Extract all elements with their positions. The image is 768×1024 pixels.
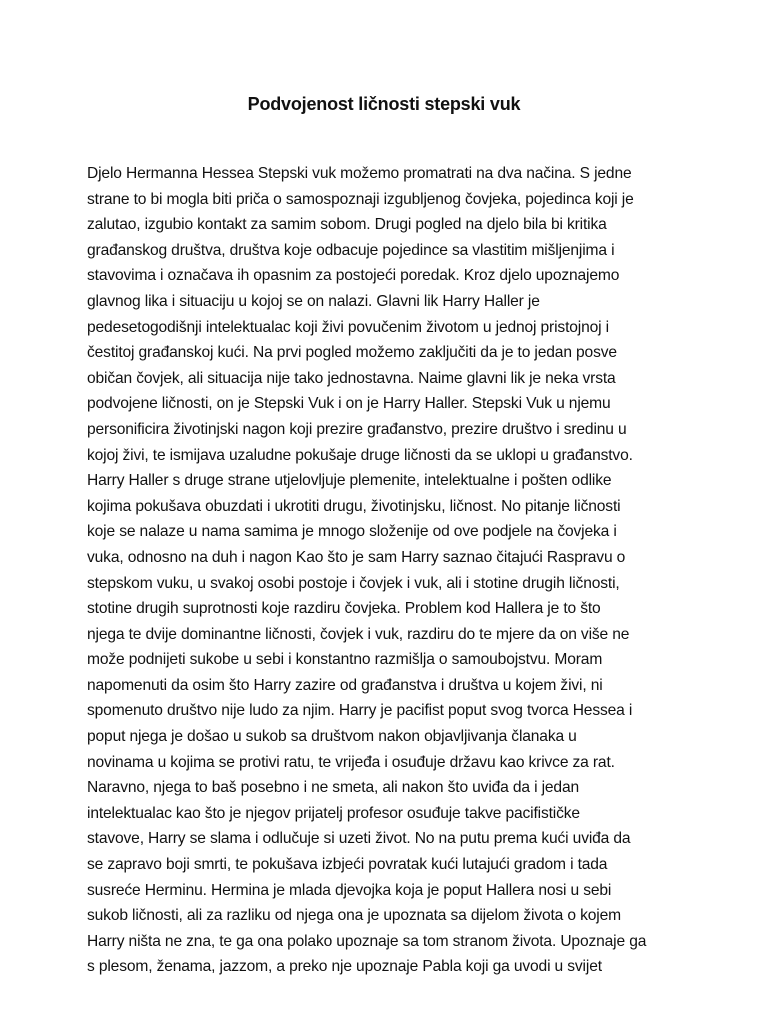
document-body: [87, 161, 687, 980]
body-line: podvojene ličnosti, on je Stepski Vuk i on je Harry Haller. Stepski Vuk u njemu: [87, 395, 611, 413]
body-line: Harry Haller s druge strane utjelovljuje plemenite, intelektualne i pošten odlike: [87, 472, 612, 490]
body-line: novinama u kojima se protivi ratu, te vrijeđa i osuđuje državu kao krivce za rat.: [87, 753, 615, 771]
body-line: vuka, odnosno na duh i nagon Kao što je sam Harry saznao čitajući Raspravu o: [87, 548, 626, 566]
body-line: stavove, Harry se slama i odlučuje si uzeti život. No na putu prema kući uviđa da: [87, 830, 631, 848]
body-line: njega te dvije dominantne ličnosti, čovjek i vuk, razdiru do te mjere da on više ne: [87, 625, 630, 643]
body-line: spomenuto društvo nije ludo za njim. Harry je pacifist poput svog tvorca Hessea i: [87, 702, 633, 720]
body-line: kojima pokušava obuzdati i ukrotiti drugu, životinjsku, ličnost. No pitanje ličnosti: [87, 497, 621, 515]
body-line: stepskom vuku, u svakoj osobi postoje i čovjek i vuk, ali i stotine drugih ličnosti,: [87, 574, 620, 592]
body-line: koje se nalaze u nama samima je mnogo složenije od ove podjele na čovjeka i: [87, 523, 617, 541]
body-line: stavovima i označava ih opasnim za postojeći poredak. Kroz djelo upoznajemo: [87, 267, 620, 285]
body-line: Naravno, njega to baš posebno i ne smeta, ali nakon što uviđa da i jedan: [87, 779, 579, 797]
body-line: običan čovjek, ali situacija nije tako jednostavna. Naime glavni lik je neka vrsta: [87, 369, 616, 387]
body-line: susreće Herminu. Hermina je mlada djevojka koja je poput Hallera nosi u sebi: [87, 881, 612, 899]
body-line: stotine drugih suprotnosti koje razdiru čovjeka. Problem kod Hallera je to što: [87, 600, 601, 618]
body-line: glavnog lika i situaciju u kojoj se on nalazi. Glavni lik Harry Haller je: [87, 292, 540, 310]
body-line: kojoj živi, te ismijava uzaludne pokušaje druge ličnosti da se uklopi u građanstvo.: [87, 446, 633, 464]
body-line: intelektualac kao što je njegov prijatelj profesor osuđuje takve pacifističke: [87, 804, 580, 822]
body-line: napomenuti da osim što Harry zazire od građanstva i društva u kojem živi, ni: [87, 676, 603, 694]
body-line: s plesom, ženama, jazzom, a preko nje upoznaje Pabla koji ga uvodi u svijet: [87, 958, 602, 976]
body-line: pedesetogodišnji intelektualac koji živi povučenim životom u jednoj pristojnoj i: [87, 318, 609, 336]
body-line: može podnijeti sukobe u sebi i konstantno razmišlja o samoubojstvu. Moram: [87, 651, 603, 669]
document-title: Podvojenost ličnosti stepski vuk: [247, 94, 521, 114]
body-line: poput njega je došao u sukob sa društvom nakon objavljivanja članaka u: [87, 728, 577, 746]
body-line: sukob ličnosti, ali za razliku od njega ona je upoznata sa dijelom života o kojem: [87, 907, 621, 925]
body-line: Harry ništa ne zna, te ga ona polako upoznaje sa tom stranom života. Upoznaje ga: [87, 932, 647, 950]
body-line: građanskog društva, društva koje odbacuje pojedince sa vlastitim mišljenjima i: [87, 241, 615, 259]
body-line: se zapravo boji smrti, te pokušava izbjeći povratak kući lutajući gradom i tada: [87, 856, 608, 874]
body-line: strane to bi mogla biti priča o samospoznaji izgubljenog čovjeka, pojedinca koji je: [87, 190, 634, 208]
body-line: zalutao, izgubio kontakt za samim sobom. Drugi pogled na djelo bila bi kritika: [87, 216, 607, 234]
body-line: personificira životinjski nagon koji prezire građanstvo, prezire društvo i sredinu u: [87, 420, 627, 438]
body-line: čestitoj građanskoj kući. Na prvi pogled možemo zaključiti da je to jedan posve: [87, 344, 617, 362]
body-line: Djelo Hermanna Hessea Stepski vuk možemo promatrati na dva načina. S jedne: [87, 165, 632, 182]
